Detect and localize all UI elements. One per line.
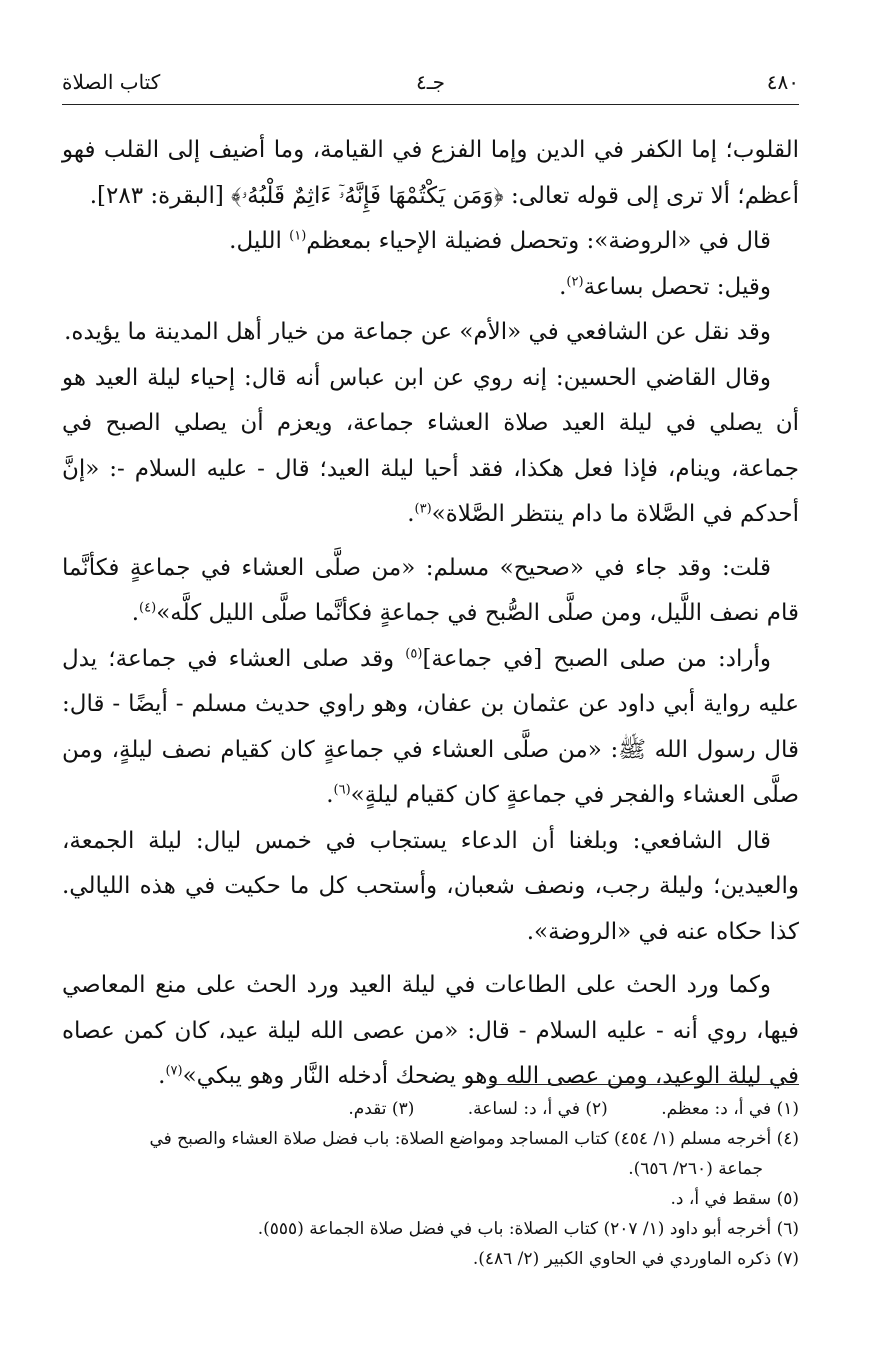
paragraph-text: . [326,782,334,808]
footnote-4-continued: جماعة (٢٦٠/ ٦٥٦). [628,1159,763,1179]
paragraph-2 [62,219,799,265]
paragraph-text: وقيل: تحصل بساعة [583,273,771,300]
footnote-marker-5: (٥) [405,645,423,661]
footnote-marker-4: (٤) [139,600,157,616]
paragraph-text: . [158,1063,166,1089]
running-header [62,70,799,100]
footnote-6: (٦) أخرجه أبو داود (١/ ٢٠٧) كتاب الصلاة: باب في فضل صلاة الجماعة (٥٥٥). [257,1219,799,1239]
footnote-5: (٥) سقط في أ، د. [670,1189,799,1209]
main-text [62,128,799,1100]
paragraph-8: قال الشافعي: وبلغنا أن الدعاء يستجاب في خمس ليال: ليلة الجمعة، والعيدين؛ وليلة رجب، ونصف شعبان، وأستحب كل ما حكيت في هذه الليالي. كذا حكاه عنه في «الروضة». [62,827,799,945]
paragraph-text: . [407,501,415,527]
footnote-marker-1: (١) [289,228,307,244]
paragraph-5 [62,356,799,538]
footnote-4: (٤) أخرجه مسلم (١/ ٤٥٤) كتاب المساجد ومواضع الصلاة: باب فضل صلاة العشاء والصبح في [149,1129,799,1149]
paragraph-text: قال في «الروضة»: وتحصل فضيلة الإحياء بمعظم [306,228,771,254]
footnote-line [62,1094,799,1124]
paragraph-text: . [559,273,567,300]
footnote-1: (١) في أ، د: معظم. [661,1099,799,1119]
paragraph-text: وكما ورد الحث على الطاعات في ليلة العيد ورد الحث على منع المعاصي فيها، روي أنه - عليه السلام - قال: «من عصى الله ليلة عيد، كان كمن عصاه في ليلة الوعيد، ومن عصى الله وهو يضحك أدخله النَّار وهو يبكي» [62,972,799,1089]
paragraph-1: القلوب؛ إما الكفر في الدين وإما الفزع في القيامة، وما أضيف إلى القلب فهو أعظم؛ ألا ترى إلى قوله تعالى: ﴿وَمَن يَكْتُمْهَا فَإِنَّهُۥٓ ءَاثِمٌ قَلْبُهُۥ﴾ [البقرة: ٢٨٣]. [62,137,799,209]
paragraph-text: . [131,600,140,626]
paragraph-text: وأراد: من صلى الصبح [في جماعة] [422,645,771,672]
volume-label: جـ٤ [416,70,445,94]
footnote-marker-7: (٧) [165,1063,183,1079]
paragraph-text: قلت: وقد جاء في «صحيح» مسلم: «من صلَّى العشاء في جماعةٍ فكأنَّما قام نصف اللَّيل، ومن صلَّى الصُّبح في جماعةٍ فكأنَّما صلَّى الليل كلَّه» [62,554,799,626]
footnote-2: (٢) في أ، د: لساعة. [467,1099,608,1119]
footnote-marker-2: (٢) [566,273,584,289]
paragraph-4: وقد نقل عن الشافعي في «الأم» عن جماعة من خيار أهل المدينة ما يؤيده. [64,319,771,345]
footnote-7: (٧) ذكره الماوردي في الحاوي الكبير (٢/ ٤٨٦). [472,1249,799,1269]
paragraph-6 [62,546,799,637]
paragraph-3 [62,265,799,311]
paragraph-text: وقال القاضي الحسين: إنه روي عن ابن عباس أنه قال: إحياء ليلة العيد هو أن يصلي في ليلة العيد صلاة العشاء جماعة، ويعزم أن يصلي الصبح في جماعة، وينام، فإذا فعل هكذا، فقد أحيا ليلة العيد؛ قال - عليه السلام -: «إنَّ أحدكم في الصَّلاة ما دام ينتظر الصَّلاة» [62,364,799,527]
footnote-3: (٣) تقدم. [348,1099,415,1119]
footnotes [62,1094,799,1274]
footnote-marker-6: (٦) [333,782,351,798]
footnote-marker-3: (٣) [414,501,432,517]
paragraph-7 [62,637,799,819]
footnote-divider [489,1084,799,1085]
paragraph-text: وقد صلى العشاء في جماعة؛ يدل عليه رواية أبي داود عن عثمان بن عفان، وهو راوي حديث مسلم - أيضًا - قال: قال رسول الله ﷺ: «من صلَّى العشاء في جماعةٍ كان كقيام نصف ليلةٍ، ومن صلَّى العشاء والفجر في جماعةٍ كان كقيام ليلةٍ» [62,645,799,808]
paragraph-text: الليل. [229,228,290,254]
page-number: ٤٨٠ [766,70,799,94]
paragraph-9 [62,963,799,1100]
header-divider [62,104,799,105]
book-title: كتاب الصلاة [62,70,161,94]
